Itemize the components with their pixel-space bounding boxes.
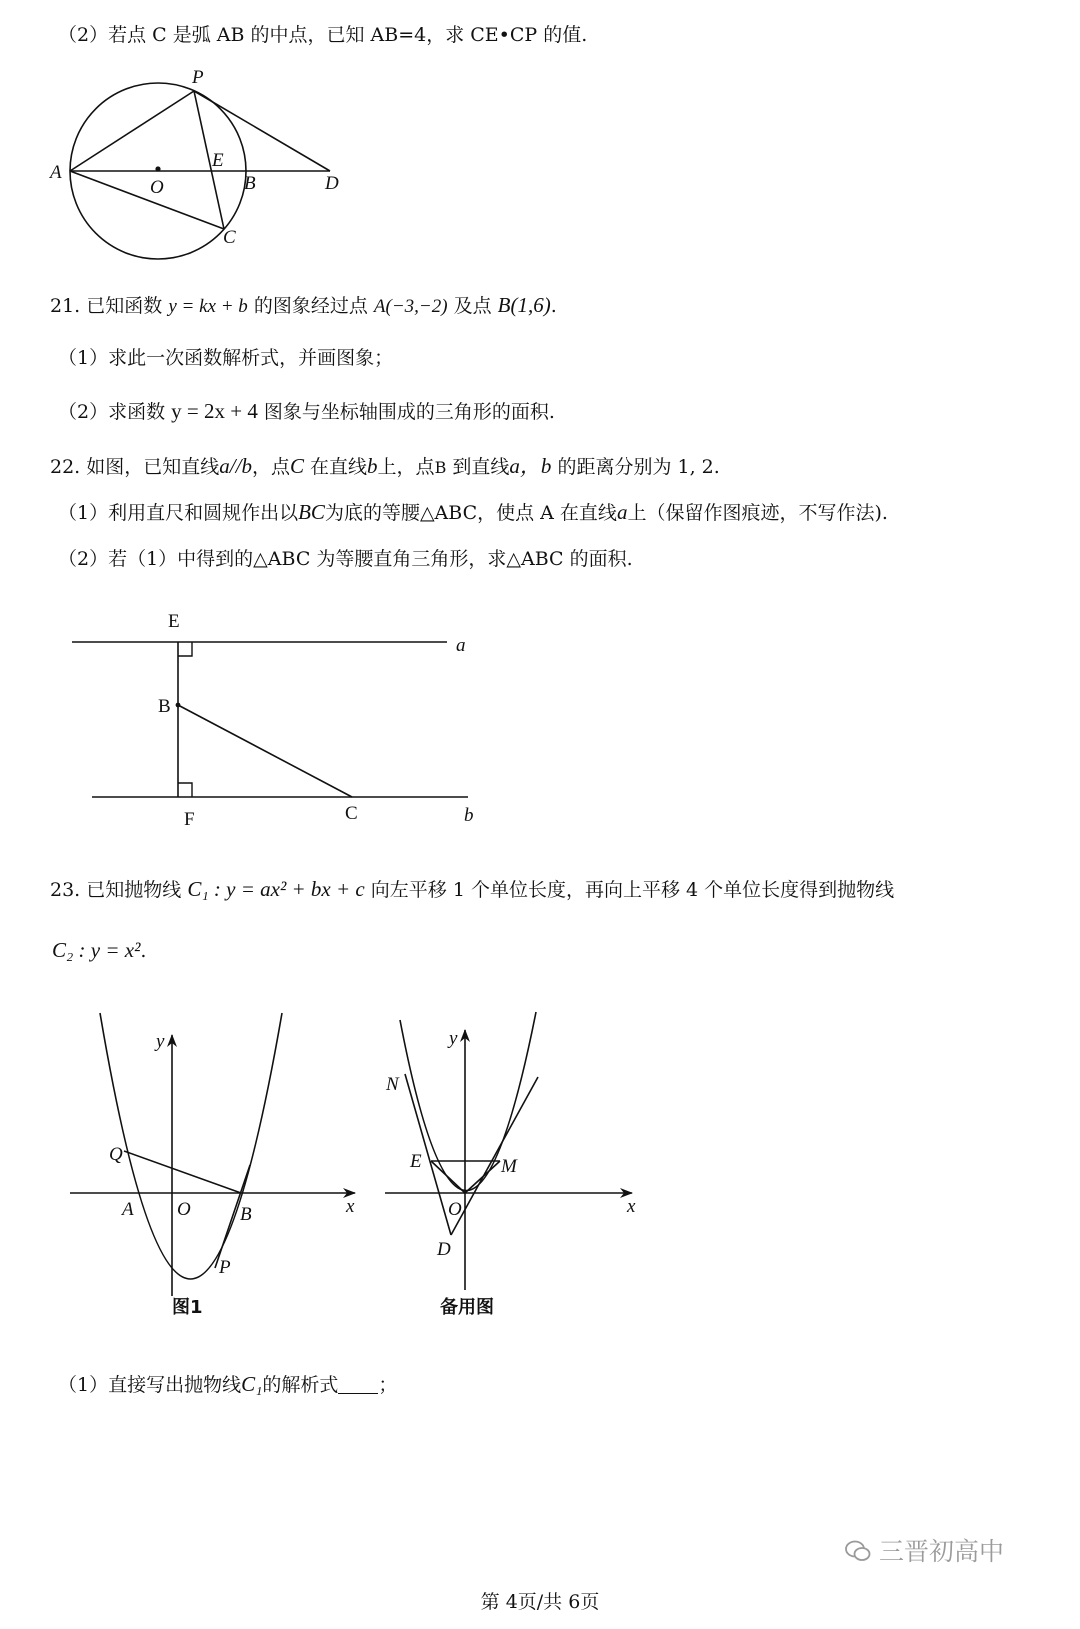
q22-stem-e: 到直线 (452, 456, 510, 478)
fig23a-label-A: A (122, 1199, 134, 1220)
fig22-label-F: F (184, 809, 195, 830)
q22-point-b: B (434, 458, 447, 477)
page-footer: 第 4页/共 6页 (480, 1591, 600, 1613)
q23-c1-equation: C₁ : y = ax² + bx + c (187, 877, 365, 901)
fig22-label-E: E (168, 611, 180, 632)
q22-parallel: a//b (219, 454, 252, 478)
q23-stem-a: 已知抛物线 (86, 879, 182, 901)
fig20-label-O: O (150, 177, 164, 198)
fig23a-label-x: x (346, 1196, 355, 1217)
fig23b-label-N: N (386, 1074, 399, 1095)
q21-stem-b: 的图象经过点 (253, 295, 368, 317)
fig23b-label-y: y (449, 1028, 458, 1049)
fig23b-label-D: D (437, 1239, 451, 1260)
q23-answer-blank[interactable] (338, 1375, 378, 1394)
fig20-label-E: E (212, 150, 224, 171)
q23-stem-b: 向左平移 1 个单位长度，再向上平移 4 个单位长度得到抛物线 (370, 879, 895, 901)
q21-stem-end: . (550, 295, 557, 317)
fig20-label-P: P (192, 67, 204, 88)
q22-part2: （2）若（1）中得到的△ABC 为等腰直角三角形，求△ABC 的面积. (58, 548, 633, 570)
fig22-label-C: C (345, 803, 358, 824)
q23-c2-equation: C₂ : y = x² (52, 938, 141, 962)
q23-part1 (58, 1371, 397, 1398)
q22-stem-c: 在直线 (310, 456, 368, 478)
fig20-label-A: A (50, 162, 62, 183)
q21-func: y = kx + b (168, 296, 248, 317)
fig23a-label-Q: Q (109, 1144, 123, 1165)
q22-part1-a: （1）利用直尺和圆规作出以 (58, 502, 299, 524)
q22-lines-ab: a，b (509, 454, 552, 478)
q21-stem-c: 及点 (453, 295, 492, 317)
q20-part2: （2）若点 C 是弧 AB 的中点，已知 AB=4，求 CE•CP 的值. (58, 24, 588, 46)
q23-part1-end: ； (378, 1374, 398, 1396)
fig23a-caption: 图1 (172, 1297, 203, 1318)
q22-stem-d: 上，点 (377, 456, 435, 478)
q21-part2-b: 图象与坐标轴围成的三角形的面积. (263, 401, 555, 423)
fig23a-label-O: O (177, 1199, 191, 1220)
q22-point-c: C (289, 454, 304, 478)
fig23b-label-E: E (410, 1151, 422, 1172)
fig23a-label-B: B (240, 1204, 252, 1225)
wechat-icon (845, 1539, 871, 1568)
fig23b-line-EO (431, 1161, 465, 1193)
fig20-label-D: D (325, 173, 339, 194)
fig22-label-a: a (456, 635, 466, 656)
q21-part2-func: y = 2x + 4 (171, 399, 258, 423)
watermark-text: 三晋初高中 (879, 1537, 1005, 1566)
q21-stem-a: 已知函数 (86, 295, 163, 317)
fig23a-label-y: y (156, 1031, 165, 1052)
q23-stem-end: . (140, 940, 147, 962)
q22-stem-f: 的距离分别为 1, 2. (557, 456, 720, 478)
q21-pointB: B(1,6) (497, 293, 551, 317)
fig23b-line-DM (451, 1077, 538, 1235)
fig22-label-b: b (464, 805, 474, 826)
q22-part1-bc: BC (298, 500, 325, 524)
fig20-label-C: C (223, 227, 236, 248)
fig23b-label-M: M (501, 1156, 517, 1177)
q22-part1-a-it: a (616, 500, 628, 524)
q23-number: 23. (50, 879, 81, 901)
q22-number: 22. (50, 456, 81, 478)
q22-stem-b: ，点 (251, 456, 290, 478)
fig23b-label-x: x (627, 1196, 636, 1217)
fig22-label-B: B (158, 696, 171, 717)
q22-stem-a: 如图，已知直线 (86, 456, 220, 478)
q21-part1: （1）求此一次函数解析式，并画图象； (58, 347, 394, 369)
fig23b-caption: 备用图 (440, 1297, 494, 1318)
q23-part1-b: 的解析式 (262, 1374, 339, 1396)
q23-part1-a: （1）直接写出抛物线 (58, 1374, 242, 1396)
watermark (845, 1532, 1004, 1568)
q21-number: 21. (50, 295, 81, 317)
q21-pointA: A(−3,−2) (373, 296, 448, 317)
q22-part1-b: 为底的等腰△ABC，使点 A 在直线 (324, 502, 617, 524)
q21-part2-a: （2）求函数 (58, 401, 166, 423)
q22-part1-c: 上（保留作图痕迹，不写作法). (627, 502, 888, 524)
q23-part1-c1: C₁ (241, 1372, 263, 1396)
fig23a-label-P: P (219, 1257, 231, 1278)
fig23b-label-O: O (448, 1199, 462, 1220)
q22-line-b: b (367, 454, 378, 478)
fig20-label-B: B (244, 173, 256, 194)
fig23b-line-OM (465, 1161, 500, 1193)
